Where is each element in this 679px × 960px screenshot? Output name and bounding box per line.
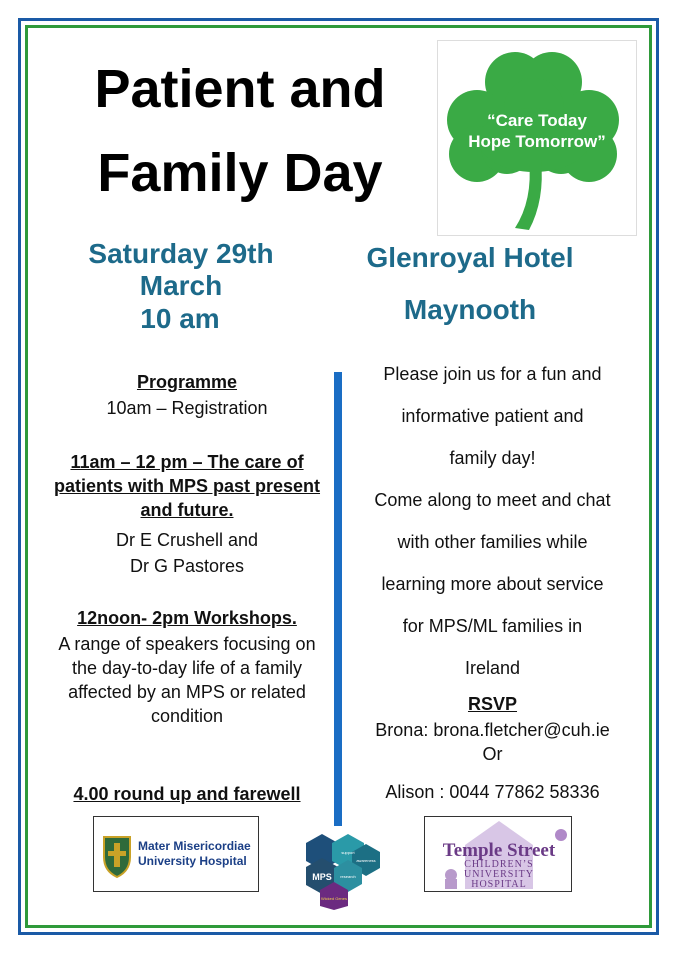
invite-line: for MPS/ML families in: [402, 616, 583, 636]
programme-heading: Programme: [136, 372, 238, 392]
workshops-description: A range of speakers focusing on the day-to-day life of a family affected by an MPS or related condition: [58, 634, 316, 726]
invite-line: Ireland: [464, 658, 521, 678]
event-title-line1: Patient and: [94, 59, 386, 119]
speaker-2: Dr G Pastores: [129, 556, 245, 576]
mater-name-line2: University Hospital: [138, 854, 247, 868]
event-time: 10 am: [140, 303, 220, 334]
workshops-title: 12noon- 2pm Workshops.: [77, 608, 297, 628]
mater-name-line1: Mater Misericordiae: [138, 839, 251, 853]
venue-name: Glenroyal Hotel: [366, 242, 574, 273]
speaker-1: Dr E Crushell and: [115, 530, 259, 550]
invite-line: with other families while: [397, 532, 588, 552]
mps-hex-awareness: awareness: [356, 858, 376, 863]
registration-item: 10am – Registration: [106, 398, 268, 418]
farewell-item: 4.00 round up and farewell: [73, 784, 301, 804]
shamrock-slogan-line2: Hope Tomorrow”: [468, 132, 606, 151]
rsvp-or: Or: [482, 744, 503, 764]
mps-hex-support: support: [341, 850, 355, 855]
mps-center-label: MPS: [312, 872, 332, 882]
mater-hospital-logo: [93, 816, 259, 892]
column-divider: [334, 372, 342, 826]
mps-society-logo: [290, 828, 394, 910]
rsvp-contact-alison[interactable]: Alison : 0044 77862 58336: [385, 782, 600, 802]
mps-hex-wicked-genes: Wicked Genes: [320, 896, 348, 901]
invite-line: informative patient and: [401, 406, 584, 426]
venue-town: Maynooth: [403, 294, 537, 325]
invite-line: family day!: [449, 448, 536, 468]
shamrock-logo: [437, 40, 637, 236]
rsvp-heading: RSVP: [467, 694, 518, 714]
invite-text: [350, 362, 635, 694]
invite-line: Please join us for a fun and: [383, 364, 602, 384]
mps-hex-research: research: [340, 874, 356, 879]
mps-hexagon-icon: [290, 828, 394, 910]
invite-line: learning more about service: [381, 574, 604, 594]
temple-street-logo: [424, 816, 572, 892]
temple-street-name: Temple Street: [442, 840, 556, 861]
shamrock-icon: [437, 40, 637, 236]
shamrock-slogan-line1: “Care Today: [487, 111, 587, 130]
temple-street-line2: CHILDREN’S: [464, 859, 534, 870]
temple-street-line4: HOSPITAL: [471, 879, 527, 890]
talk-title: 11am – 12 pm – The care of patients with MPS past present and future.: [53, 452, 321, 520]
temple-street-line3: UNIVERSITY: [464, 869, 534, 880]
invite-line: Come along to meet and chat: [374, 490, 611, 510]
event-date: Saturday 29th March: [88, 238, 274, 301]
crest-icon: [102, 833, 132, 879]
rsvp-contact-brona[interactable]: Brona: brona.fletcher@cuh.ie: [375, 720, 610, 740]
event-title-line2: Family Day: [97, 143, 383, 203]
